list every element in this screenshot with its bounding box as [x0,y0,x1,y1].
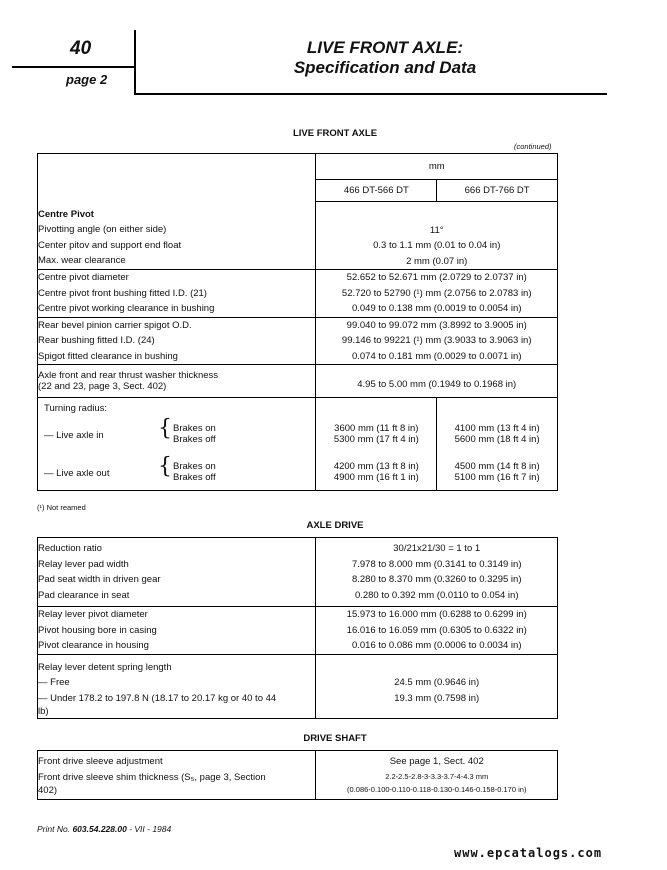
group-labels [38,751,316,800]
turning-title: Turning radius: [44,403,108,414]
row-value: 99.146 to 99221 (¹) mm (3.9033 to 3.9063 in) [341,335,532,346]
live-axle-in-values: 3600 mm (11 ft 8 in) 5300 mm (17 ft 4 in) [333,423,419,445]
row-value: 16.016 to 16.059 mm (0.6305 to 0.6322 in) [346,624,527,636]
row-value: 7.978 to 8.000 mm (0.3141 to 0.3149 in) [351,558,522,570]
row-label: Rear bushing fitted I.D. (24) [38,335,155,346]
table-header-blank [38,154,316,202]
header-divider-vertical [134,30,136,94]
centre-pivot-values [316,202,558,270]
live-axle-in-label: — Live axle in [44,430,104,441]
footnote: (¹) Not reamed [37,503,86,512]
axle-drive-table [37,537,558,719]
group-values [316,270,558,318]
row-label: Pad clearance in seat [38,589,130,601]
group-labels [38,317,316,365]
row-value: 0.049 to 0.138 mm (0.0019 to 0.0054 in) [351,303,522,314]
row-value: 2.2-2.5-2.8-3-3.3-3.7-4-4.3 mm [385,771,489,781]
row-value: See page 1, Sect. 402 [389,756,484,767]
row-value: 0.016 to 0.086 mm (0.0006 to 0.0034 in) [351,640,522,651]
row-label: Pivot housing bore in casing [38,624,157,636]
row-value: 2 mm (0.07 in) [406,255,468,267]
table-row-turning-radius [38,398,558,491]
page-title-line2: Specification and Data [293,58,477,77]
group-values [316,751,558,800]
row-label: Axle front and rear thrust washer thickness [38,370,219,381]
row-value: 52.720 to 52790 (¹) mm (2.0756 to 2.0783 in) [341,287,532,299]
row-label: Pivot clearance in housing [38,640,149,651]
drive-shaft-table [37,750,558,800]
header-rule [134,93,607,95]
section-heading-drive-shaft: DRIVE SHAFT [303,733,367,744]
page-title-line1: LIVE FRONT AXLE: [306,38,464,57]
row-label: (22 and 23, page 3, Sect. 402) [38,381,167,392]
turning-labels [38,398,316,491]
row-label: — Free [38,677,70,688]
model-col-1-header: 466 DT-566 DT [316,179,437,202]
row-label: — Under 178.2 to 197.8 N (18.17 to 20.17 kg or 40 to 44 [38,692,277,704]
brace-icon: { [158,416,172,441]
row-value: 0.280 to 0.392 mm (0.0110 to 0.054 in) [354,589,519,601]
row-label: lb) [38,706,49,717]
table-row-reduction [38,538,558,607]
group-values [316,365,558,398]
group-values [316,538,558,607]
brakes-labels: Brakes on Brakes off [173,423,216,445]
live-axle-out-values: 4200 mm (13 ft 8 in) 4900 mm (16 ft 1 in) [333,461,419,483]
group-labels [38,365,316,398]
group-labels [38,607,316,655]
row-label: Rear bevel pinion carrier spigot O.D. [38,319,192,331]
unit-header: mm [316,154,558,180]
group-labels [38,538,316,607]
table-row-thrust-washer [38,365,558,398]
header-divider-left [12,66,135,68]
row-label: Reduction ratio [38,543,102,554]
row-label: Pivotting angle (on either side) [38,224,167,235]
row-value: 0.3 to 1.1 mm (0.01 to 0.04 in) [373,240,501,251]
watermark: www.epcatalogs.com [454,846,603,860]
turning-col2 [437,398,558,491]
table-row-drive-sleeve [38,751,558,800]
section-heading-live-front-axle: LIVE FRONT AXLE [292,128,378,139]
table-row-detent-spring [38,654,558,719]
page-number: 40 [70,38,92,59]
group-values [316,607,558,655]
row-label: Centre pivot working clearance in bushing [38,303,215,314]
row-value: 11° [429,224,444,236]
row-value: 4.95 to 5.00 mm (0.1949 to 0.1968 in) [357,378,517,390]
group-labels [38,654,316,719]
row-value: (0.086-0.100-0.110-0.118-0.130-0.146-0.158-0.170 in) [347,784,527,794]
row-label: Relay lever detent spring length [38,661,172,673]
group-values [316,654,558,719]
centre-pivot-title: Centre Pivot [38,208,94,220]
row-label: Center pitov and support end float [38,239,182,251]
continued-note: (continued) [514,142,552,151]
row-label: Front drive sleeve shim thickness (S₅, page 3, Section [38,771,266,783]
row-value: 24.5 mm (0.9646 in) [394,677,480,688]
row-label: Relay lever pad width [38,558,129,570]
row-label: Centre pivot diameter [38,272,129,283]
centre-pivot-labels [38,202,316,270]
row-label: Relay lever pivot diameter [38,609,148,620]
brace-icon: { [158,454,172,479]
row-value: 30/21x21/30 = 1 to 1 [393,543,481,554]
row-value: 0.074 to 0.181 mm (0.0029 to 0.0071 in) [351,350,522,362]
row-label: 402) [38,785,58,796]
live-axle-out-values: 4500 mm (14 ft 8 in) 5100 mm (16 ft 7 in) [454,461,540,483]
live-axle-in-values: 4100 mm (13 ft 4 in) 5600 mm (18 ft 4 in) [454,423,540,445]
row-label: Front drive sleeve adjustment [38,756,163,767]
row-value: 19.3 mm (0.7598 in) [394,692,480,704]
table-row-rear-bevel-pinion [38,317,558,365]
live-axle-out-label: — Live axle out [44,468,110,479]
section-heading-axle-drive: AXLE DRIVE [306,520,364,531]
live-front-axle-table [37,153,558,491]
row-label: Max. wear clearance [38,255,126,266]
brakes-labels: Brakes on Brakes off [173,461,216,483]
row-value: 99.040 to 99.072 mm (3.8992 to 3.9005 in) [346,319,527,331]
print-number: Print No. 603.54.228.00 - VII - 1984 [37,824,172,834]
row-value: 52.652 to 52.671 mm (2.0729 to 2.0737 in) [346,272,527,283]
row-label: Centre pivot front bushing fitted I.D. (21) [38,287,207,299]
group-values [316,317,558,365]
row-label: Pad seat width in driven gear [38,574,161,585]
table-row-relay-pivot [38,607,558,655]
row-label: Spigot fitted clearance in bushing [38,350,178,362]
model-col-2-header: 666 DT-766 DT [437,179,558,202]
table-row-centre-pivot-diameter [38,270,558,318]
row-value: 15.973 to 16.000 mm (0.6288 to 0.6299 in) [346,609,527,620]
table-row-centre-pivot [38,202,558,270]
group-labels [38,270,316,318]
row-value: 8.280 to 8.370 mm (0.3260 to 0.3295 in) [351,574,522,585]
page-label: page 2 [66,72,108,87]
turning-col1 [316,398,437,491]
